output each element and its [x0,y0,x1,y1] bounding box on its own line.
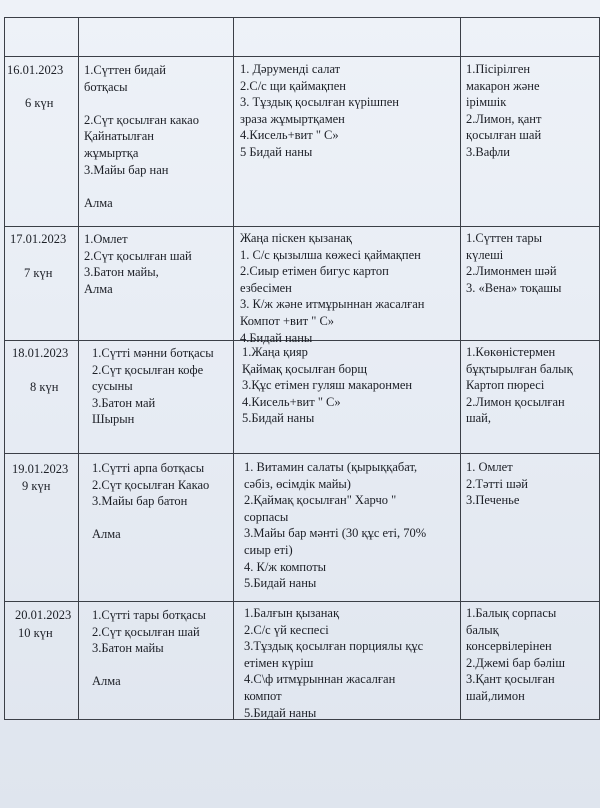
breakfast-cell: 1.Сүтті тары ботқасы 2.Сүт қосылған шай 3.Батон майы Алма [92,608,206,689]
lunch-cell: Жаңа піскен қызанақ 1. С/с қызылша көжесі қаймақпен 2.Сиыр етімен бигус картоп езбесімен 3. К/ж және итмұрыннан жасалған Компот +вит " С» 4.Бидай наны [240,231,425,345]
day-date: 18.01.2023 [12,346,69,360]
day-date: 16.01.2023 [7,63,64,77]
lunch-cell: 1.Балғын қызанақ 2.С/с үй кеспесі 3.Тұздық қосылған порциялы құс етімен күріш 4.С\ф итмұрыннан жасалған компот 5.Бидай наны [244,606,424,720]
breakfast-cell: 1.Сүтті мәнни ботқасы 2.Сүт қосылған кофе сусыны 3.Батон май Шырын [92,346,214,427]
day-number: 7 күн [24,266,53,280]
table-row-divider [4,226,600,227]
breakfast-cell: 1.Омлет 2.Сүт қосылған шай 3.Батон майы, Алма [84,232,192,296]
day-number: 8 күн [30,380,59,394]
day-date: 20.01.2023 [15,608,72,622]
table-col-divider [460,17,461,720]
table-row-divider [4,56,600,57]
table-row-divider [4,453,600,454]
snack-cell: 1.Балық сорпасы балық консервілерінен 2.Джемі бар бәліш 3.Қант қосылған шай,лимон [466,606,565,703]
snack-cell: 1.Көкөністермен бұқтырылған балық Картоп пюресі 2.Лимон қосылған шай, [466,345,573,426]
snack-cell: 1. Омлет 2.Тәтті шәй 3.Печенье [466,460,528,508]
day-date: 19.01.2023 [12,462,69,476]
day-number: 10 күн [18,626,53,640]
table-border-left [4,17,5,720]
lunch-cell: 1. Витамин салаты (қырыққабат, сәбіз, өсімдік майы) 2.Қаймақ қосылған" Харчо " сорпасы 3.Майы бар мәнті (30 құс еті, 70% сиыр еті) 4. К/ж компоты 5.Бидай наны [244,460,427,591]
snack-cell: 1.Сүттен тары күлеші 2.Лимонмен шәй 3. «Вена» тоқашы [466,231,562,295]
breakfast-cell: 1.Сүттен бидай ботқасы 2.Сүт қосылған какао Қайнатылған жұмыртқа 3.Майы бар нан Алма [84,63,199,210]
table-col-divider [78,17,79,720]
lunch-cell: 1.Жаңа қияр Қаймақ қосылған борщ 3.Құс етімен гуляш макаронмен 4.Кисель+вит " С» 5.Бидай наны [242,345,413,426]
lunch-cell: 1. Дәруменді салат 2.С/с щи қаймақпен 3. Тұздық қосылған күрішпен зраза жұмыртқамен 4.Кисель+вит " С» 5 Бидай наны [240,62,399,159]
day-number: 6 күн [25,96,54,110]
breakfast-cell: 1.Сүтті арпа ботқасы 2.Сүт қосылған Какао 3.Майы бар батон Алма [92,461,210,542]
snack-cell: 1.Пісірілген макарон және ірімшік 2.Лимон, қант қосылған шай 3.Вафли [466,62,542,159]
day-number: 9 күн [22,479,51,493]
day-date: 17.01.2023 [10,232,67,246]
table-col-divider [233,17,234,720]
table-row-divider [4,601,600,602]
table-border-top [4,17,600,18]
